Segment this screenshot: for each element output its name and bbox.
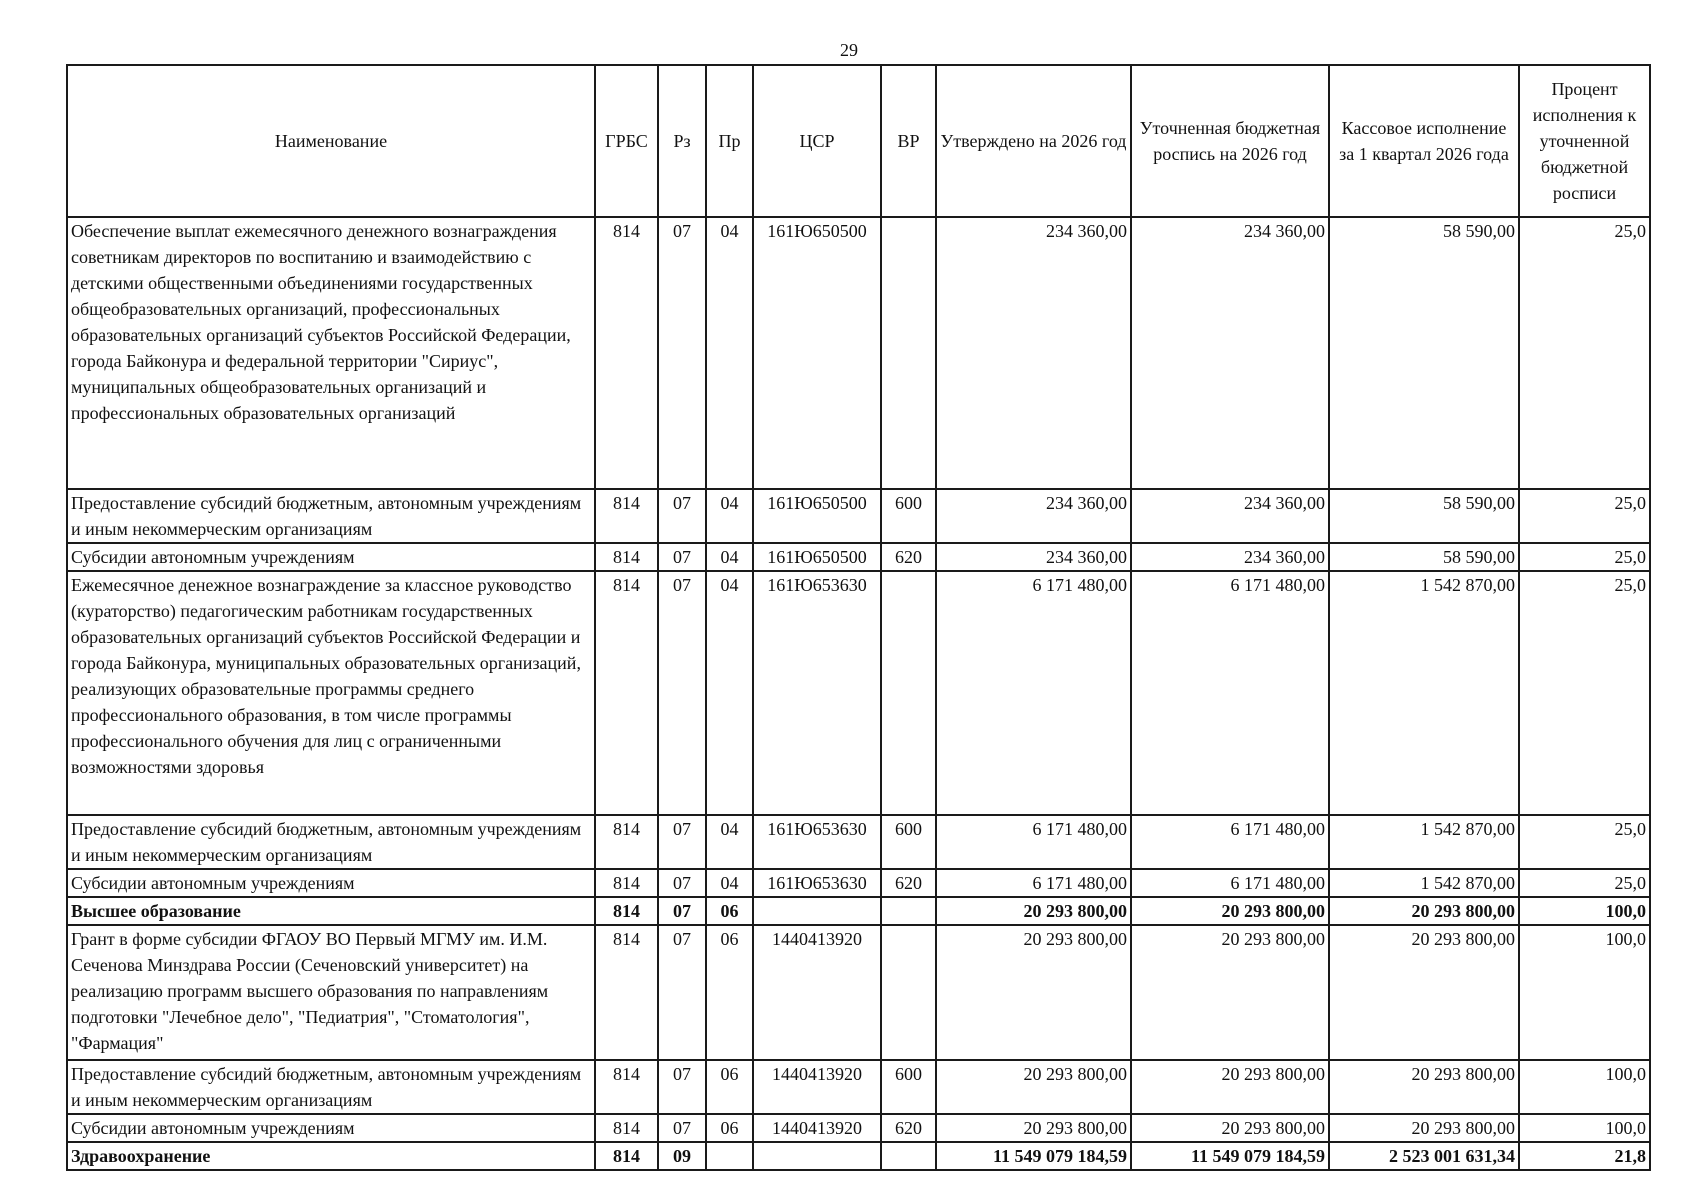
cell-rz: 09 [658, 1142, 706, 1170]
cell-vr [881, 1142, 936, 1170]
cell-cash: 20 293 800,00 [1329, 925, 1519, 1060]
cell-name: Грант в форме субсидии ФГАОУ ВО Первый МГМУ им. И.М. Сеченова Минздрава России (Сеченовский университет) на реализацию программ высшего образования по направлениям подготовки "Лечебное дело", "Педиатрия", "Стоматология", "Фармация" [67, 925, 595, 1060]
table-row [67, 1114, 1650, 1142]
cell-cash: 1 542 870,00 [1329, 571, 1519, 815]
cell-vr [881, 925, 936, 1060]
cell-pr [706, 1142, 753, 1170]
cell-vr: 620 [881, 543, 936, 571]
table-row [67, 571, 1650, 815]
cell-approved: 20 293 800,00 [936, 897, 1131, 925]
cell-percent: 100,0 [1519, 925, 1650, 1060]
cell-grbs: 814 [595, 925, 658, 1060]
cell-revised: 6 171 480,00 [1131, 869, 1329, 897]
cell-pr: 04 [706, 489, 753, 543]
cell-pr: 04 [706, 543, 753, 571]
cell-pr: 06 [706, 897, 753, 925]
cell-revised: 20 293 800,00 [1131, 1060, 1329, 1114]
header-row [67, 65, 1650, 217]
cell-revised: 234 360,00 [1131, 543, 1329, 571]
cell-percent: 100,0 [1519, 897, 1650, 925]
cell-revised: 234 360,00 [1131, 489, 1329, 543]
table-row [67, 217, 1650, 489]
header-approved: Утверждено на 2026 год [936, 65, 1131, 217]
cell-approved: 6 171 480,00 [936, 571, 1131, 815]
cell-rz: 07 [658, 869, 706, 897]
cell-name: Высшее образование [67, 897, 595, 925]
header-grbs: ГРБС [595, 65, 658, 217]
cell-vr: 620 [881, 1114, 936, 1142]
header-percent: Процент исполнения к уточненной бюджетной росписи [1519, 65, 1650, 217]
section-row [67, 1142, 1650, 1170]
header-pr: Пр [706, 65, 753, 217]
cell-vr [881, 217, 936, 489]
cell-cash: 20 293 800,00 [1329, 897, 1519, 925]
header-csr: ЦСР [753, 65, 881, 217]
cell-pr: 04 [706, 815, 753, 869]
cell-pr: 06 [706, 1060, 753, 1114]
cell-csr: 161Ю650500 [753, 489, 881, 543]
cell-name: Ежемесячное денежное вознаграждение за классное руководство (кураторство) педагогическим работникам государственных образовательных организаций субъектов Российской Федерации и города Байконура, муниципальных образовательных организаций, реализующих образовательные программы среднего профессионального образования, в том числе программы профессионального обучения для лиц с ограниченными возможностями здоровья [67, 571, 595, 815]
cell-revised: 20 293 800,00 [1131, 925, 1329, 1060]
header-name: Наименование [67, 65, 595, 217]
header-revised: Уточненная бюджетная роспись на 2026 год [1131, 65, 1329, 217]
cell-name: Субсидии автономным учреждениям [67, 543, 595, 571]
cell-approved: 234 360,00 [936, 217, 1131, 489]
cell-cash: 58 590,00 [1329, 217, 1519, 489]
cell-csr: 1440413920 [753, 1060, 881, 1114]
cell-name: Субсидии автономным учреждениям [67, 1114, 595, 1142]
cell-rz: 07 [658, 925, 706, 1060]
table-row [67, 869, 1650, 897]
header-vr: ВР [881, 65, 936, 217]
cell-revised: 11 549 079 184,59 [1131, 1142, 1329, 1170]
cell-grbs: 814 [595, 1060, 658, 1114]
table-row [67, 543, 1650, 571]
cell-csr: 1440413920 [753, 925, 881, 1060]
cell-name: Обеспечение выплат ежемесячного денежного вознаграждения советникам директоров по воспитанию и взаимодействию с детскими общественными объединениями государственных общеобразовательных организаций, профессиональных образовательных организаций субъектов Российской Федерации, города Байконура и федеральной территории "Сириус", муниципальных общеобразовательных организаций и профессиональных образовательных организаций [67, 217, 595, 489]
cell-approved: 20 293 800,00 [936, 1114, 1131, 1142]
cell-rz: 07 [658, 815, 706, 869]
cell-name: Предоставление субсидий бюджетным, автономным учреждениям и иным некоммерческим организациям [67, 815, 595, 869]
cell-rz: 07 [658, 217, 706, 489]
cell-grbs: 814 [595, 1114, 658, 1142]
cell-rz: 07 [658, 1060, 706, 1114]
cell-cash: 1 542 870,00 [1329, 815, 1519, 869]
table-row [67, 1060, 1650, 1114]
table-row [67, 489, 1650, 543]
cell-vr: 600 [881, 489, 936, 543]
cell-percent: 21,8 [1519, 1142, 1650, 1170]
cell-rz: 07 [658, 489, 706, 543]
cell-rz: 07 [658, 897, 706, 925]
cell-cash: 58 590,00 [1329, 543, 1519, 571]
cell-name: Предоставление субсидий бюджетным, автономным учреждениям и иным некоммерческим организациям [67, 1060, 595, 1114]
cell-cash: 58 590,00 [1329, 489, 1519, 543]
cell-percent: 25,0 [1519, 571, 1650, 815]
cell-csr: 1440413920 [753, 1114, 881, 1142]
cell-grbs: 814 [595, 489, 658, 543]
cell-percent: 25,0 [1519, 543, 1650, 571]
cell-cash: 1 542 870,00 [1329, 869, 1519, 897]
cell-csr: 161Ю653630 [753, 815, 881, 869]
cell-revised: 20 293 800,00 [1131, 1114, 1329, 1142]
cell-percent: 100,0 [1519, 1060, 1650, 1114]
cell-csr [753, 897, 881, 925]
cell-approved: 234 360,00 [936, 543, 1131, 571]
table-row [67, 815, 1650, 869]
cell-csr: 161Ю653630 [753, 571, 881, 815]
cell-grbs: 814 [595, 543, 658, 571]
cell-pr: 06 [706, 925, 753, 1060]
cell-cash: 20 293 800,00 [1329, 1060, 1519, 1114]
cell-grbs: 814 [595, 571, 658, 815]
cell-approved: 6 171 480,00 [936, 815, 1131, 869]
cell-revised: 6 171 480,00 [1131, 815, 1329, 869]
cell-percent: 25,0 [1519, 217, 1650, 489]
cell-vr: 620 [881, 869, 936, 897]
cell-grbs: 814 [595, 217, 658, 489]
cell-approved: 234 360,00 [936, 489, 1131, 543]
cell-cash: 20 293 800,00 [1329, 1114, 1519, 1142]
cell-revised: 234 360,00 [1131, 217, 1329, 489]
cell-name: Субсидии автономным учреждениям [67, 869, 595, 897]
cell-approved: 20 293 800,00 [936, 1060, 1131, 1114]
page-number: 29 [840, 40, 858, 60]
table-row [67, 925, 1650, 1060]
section-row [67, 897, 1650, 925]
cell-name: Здравоохранение [67, 1142, 595, 1170]
cell-vr [881, 897, 936, 925]
cell-approved: 6 171 480,00 [936, 869, 1131, 897]
cell-csr: 161Ю653630 [753, 869, 881, 897]
cell-rz: 07 [658, 543, 706, 571]
cell-pr: 04 [706, 217, 753, 489]
cell-pr: 04 [706, 869, 753, 897]
cell-percent: 25,0 [1519, 869, 1650, 897]
header-rz: Рз [658, 65, 706, 217]
cell-grbs: 814 [595, 897, 658, 925]
cell-csr: 161Ю650500 [753, 217, 881, 489]
cell-vr: 600 [881, 815, 936, 869]
cell-approved: 11 549 079 184,59 [936, 1142, 1131, 1170]
cell-cash: 2 523 001 631,34 [1329, 1142, 1519, 1170]
cell-csr: 161Ю650500 [753, 543, 881, 571]
cell-revised: 20 293 800,00 [1131, 897, 1329, 925]
cell-vr [881, 571, 936, 815]
cell-approved: 20 293 800,00 [936, 925, 1131, 1060]
cell-pr: 06 [706, 1114, 753, 1142]
cell-rz: 07 [658, 571, 706, 815]
cell-csr [753, 1142, 881, 1170]
cell-percent: 25,0 [1519, 489, 1650, 543]
cell-pr: 04 [706, 571, 753, 815]
cell-grbs: 814 [595, 815, 658, 869]
header-cash: Кассовое исполнение за 1 квартал 2026 года [1329, 65, 1519, 217]
cell-grbs: 814 [595, 1142, 658, 1170]
cell-percent: 100,0 [1519, 1114, 1650, 1142]
cell-revised: 6 171 480,00 [1131, 571, 1329, 815]
cell-name: Предоставление субсидий бюджетным, автономным учреждениям и иным некоммерческим организациям [67, 489, 595, 543]
cell-rz: 07 [658, 1114, 706, 1142]
cell-grbs: 814 [595, 869, 658, 897]
cell-percent: 25,0 [1519, 815, 1650, 869]
cell-vr: 600 [881, 1060, 936, 1114]
budget-table [66, 64, 1651, 1171]
